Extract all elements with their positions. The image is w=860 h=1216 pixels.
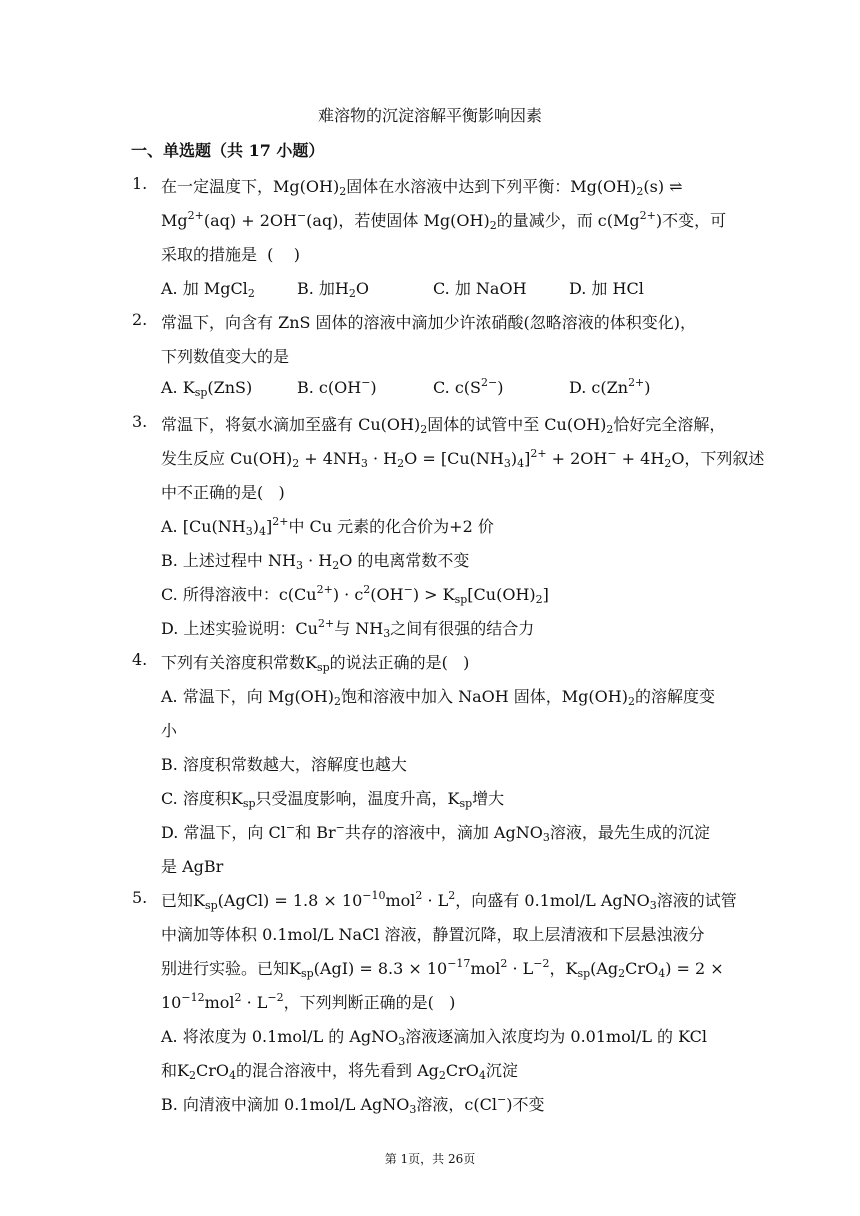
option-a-cont: 和$K_2CrO_4$的混合溶液中，将先看到 $Ag_2CrO_4$沉淀 bbox=[161, 1061, 518, 1082]
question-text-line: 发生反应 $Cu(OH)_2 + 4NH_3 \cdot H_2O = [Cu(NH_3)_4]^{2+} + 2OH^- + 4H_2O$，下列叙述 bbox=[161, 447, 765, 470]
option-d-cont: 是 AgBr bbox=[161, 857, 224, 876]
option-c: C. 溶度积$K_{sp}$只受温度影响，温度升高，$K_{sp}$增大 bbox=[161, 789, 505, 810]
option-b: B. 溶度积常数越大，溶解度也越大 bbox=[161, 755, 407, 774]
option-b: B. 上述过程中 $NH_3 \cdot H_2O$ 的电离常数不变 bbox=[161, 551, 470, 572]
question-text-line: $Mg^{2+}(aq) + 2OH^-(aq)$，若使固体 $Mg(OH)_2$的量减少，而 $c(Mg^{2+})$不变，可 bbox=[161, 209, 727, 232]
question-number: 5. bbox=[132, 888, 148, 907]
question-text-line: 别进行实验。已知$K_{sp}(AgI) = 8.3 \times 10^{-17}mol^2 \cdot L^{-2}$，$K_{sp}(Ag_2CrO_4) = 2$ × bbox=[161, 957, 724, 980]
question-number: 2. bbox=[132, 310, 148, 329]
question-number: 3. bbox=[132, 412, 148, 431]
question-text-line: 下列数值变大的是 bbox=[161, 347, 290, 366]
option-a: A. $[Cu(NH_3)_4]^{2+}$中 Cu 元素的化合价为+2 价 bbox=[161, 515, 494, 538]
option-c: C. 加 NaOH bbox=[433, 279, 527, 298]
section-heading: 一、单选题（共 17 小题） bbox=[131, 141, 325, 160]
option-a: A. 加 MgCl$_2$ bbox=[161, 279, 255, 300]
question-text-line: 已知$K_{sp}(AgCl) = 1.8 \times 10^{-10}mol^2 \cdot L^2$，向盛有 0.1mol/L AgNO$_3$溶液的试管 bbox=[161, 889, 737, 912]
question-text-line: 常温下，向含有 ZnS 固体的溶液中滴加少许浓硝酸(忽略溶液的体积变化)， bbox=[161, 313, 697, 332]
question-text-line: 中不正确的是( ) bbox=[161, 483, 285, 502]
option-b: B. c(OH−) bbox=[297, 376, 377, 397]
option-d: D. 上述实验说明：$Cu^{2+}$与 $NH_3$之间有很强的结合力 bbox=[161, 617, 535, 640]
option-b: B. 加$H_2O$ bbox=[297, 279, 370, 300]
option-a: A. 将浓度为 0.1mol/L 的 AgNO$_3$溶液逐滴加入浓度均为 0.01mol/L 的 KCl bbox=[161, 1027, 708, 1048]
option-a-cont: 小 bbox=[161, 721, 178, 740]
option-b: B. 向清液中滴加 0.1mol/L AgNO$_3$溶液，c(Cl−)不变 bbox=[161, 1093, 545, 1116]
question-text-line: $10^{-12}mol^2 \cdot L^{-2}$，下列判断正确的是( ) bbox=[161, 991, 456, 1012]
option-a: A. $K_{sp}(ZnS)$ bbox=[161, 378, 253, 399]
option-d: D. $c(Zn^{2+})$ bbox=[569, 376, 651, 397]
question-text-line: 在一定温度下，$Mg(OH)_2$固体在水溶液中达到下列平衡：$Mg(OH)_2(s)$ ⇌ bbox=[161, 177, 683, 198]
question-number: 4. bbox=[132, 650, 148, 669]
option-d: D. 加 HCl bbox=[569, 279, 644, 298]
page-title: 难溶物的沉淀溶解平衡影响因素 bbox=[317, 106, 542, 125]
question-text-line: 下列有关溶度积常数$K_{sp}$的说法正确的是( ) bbox=[161, 653, 470, 674]
page-footer: 第 1页，共 26页 bbox=[384, 1152, 476, 1166]
question-text-line: 采取的措施是 ( ) bbox=[161, 245, 301, 264]
option-d: D. 常温下，向 Cl−和 Br−共存的溶液中，滴加 AgNO$_3$溶液，最先生成的沉淀 bbox=[161, 821, 710, 844]
option-c: C. $c(S^{2-})$ bbox=[433, 376, 504, 397]
option-c: C. 所得溶液中：$c(Cu^{2+}) \cdot c^2(OH^-) > K_{sp}[Cu(OH)_2]$ bbox=[161, 583, 549, 606]
question-number: 1. bbox=[132, 174, 148, 193]
option-a: A. 常温下，向 $Mg(OH)_2$饱和溶液中加入 NaOH 固体，$Mg(OH)_2$的溶解度变 bbox=[161, 687, 715, 708]
question-text-line: 中滴加等体积 0.1mol/L NaCl 溶液，静置沉降，取上层清液和下层悬浊液分 bbox=[161, 925, 705, 944]
question-text-line: 常温下，将氨水滴加至盛有 $Cu(OH)_2$固体的试管中至 $Cu(OH)_2$恰好完全溶解， bbox=[161, 415, 726, 436]
